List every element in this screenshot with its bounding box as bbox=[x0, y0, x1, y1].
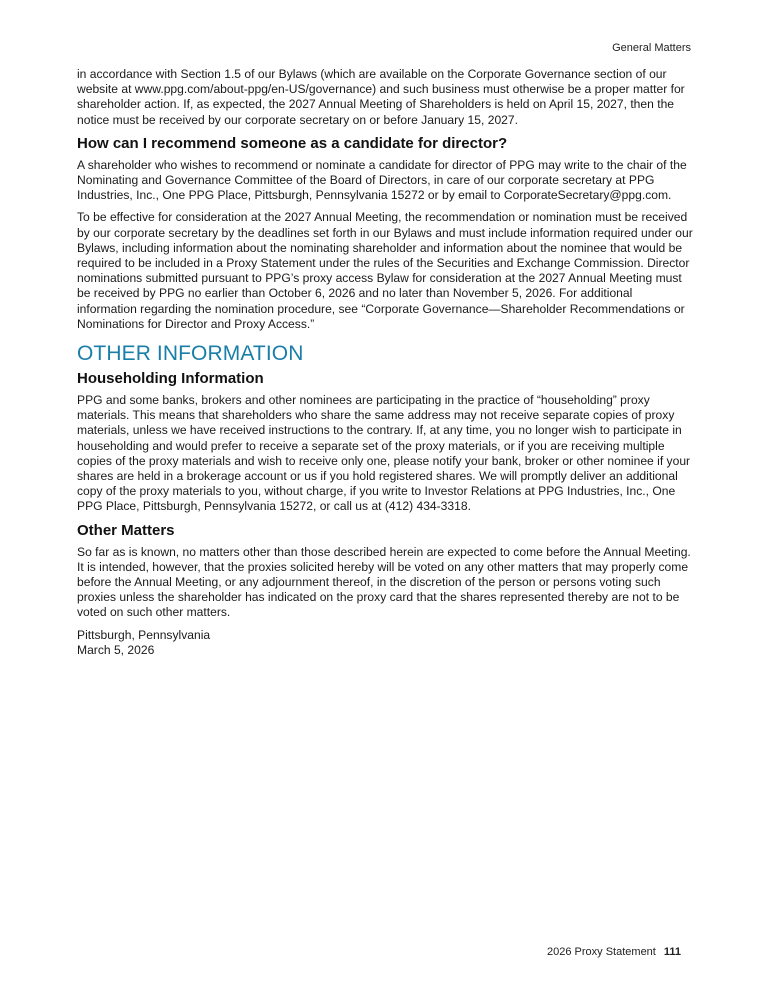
section-title-other-information: OTHER INFORMATION bbox=[77, 342, 304, 366]
running-header: General Matters bbox=[612, 42, 691, 54]
householding-heading: Householding Information bbox=[77, 370, 264, 388]
recommend-paragraph-1: A shareholder who wishes to recommend or nominate a candidate for director of PPG may write to the chair of the Nominating and Governance Committee of the Board of Directors, in care of our corporate secretary at PPG Industries, Inc., One PPG Place, Pittsburgh, Pennsylvania 15272 or by email to CorporateSecretary@ppg.com. bbox=[77, 157, 687, 203]
signature-block bbox=[77, 628, 695, 658]
signature-date: March 5, 2026 bbox=[77, 642, 155, 657]
page-content bbox=[77, 67, 695, 658]
footer-document-title: 2026 Proxy Statement bbox=[547, 946, 656, 958]
intro-paragraph: in accordance with Section 1.5 of our Bylaws (which are available on the Corporate Governance section of our website at www.ppg.com/about-ppg/en-US/governance) and such business must otherwise be a proper matter for shareholder action. If, as expected, the 2027 Annual Meeting of Shareholders is held on April 15, 2027, then the notice must be received by our corporate secretary on or before January 15, 2027. bbox=[77, 67, 685, 127]
recommend-heading: How can I recommend someone as a candidate for director? bbox=[77, 134, 508, 152]
signature-location: Pittsburgh, Pennsylvania bbox=[77, 627, 211, 642]
recommend-paragraph-2: To be effective for consideration at the 2027 Annual Meeting, the recommendation or nomination must be received by our corporate secretary by the deadlines set forth in our Bylaws and must include information required under our Bylaws, including information about the nominating shareholder and information about the nominee that would be required to be included in a Proxy Statement under the rules of the Securities and Exchange Commission. Director nominations submitted pursuant to PPG’s proxy access Bylaw for consideration at the 2027 Annual Meeting must be received by PPG no earlier than October 6, 2026 and no later than November 5, 2026. For additional information regarding the nomination procedure, see “Corporate Governance—Shareholder Recommendations or Nominations for Director and Proxy Access.” bbox=[77, 210, 693, 331]
other-matters-paragraph: So far as is known, no matters other than those described herein are expected to come before the Annual Meeting. It is intended, however, that the proxies solicited hereby will be voted on any other matters that may properly come before the Annual Meeting, or any adjournment thereof, in the discretion of the person or persons voting such proxies unless the shareholder has indicated on the proxy card that the shares represented thereby are not to be voted on such other matters. bbox=[77, 544, 691, 620]
page-footer bbox=[547, 946, 681, 958]
page-number: 111 bbox=[663, 946, 681, 958]
other-matters-heading: Other Matters bbox=[77, 521, 175, 539]
householding-paragraph: PPG and some banks, brokers and other nominees are participating in the practice of “householding” proxy materials. This means that shareholders who share the same address may not receive separate copies of proxy materials, unless we have received instructions to the contrary. If, at any time, you no longer wish to participate in householding and would prefer to receive a separate set of the proxy materials, or if you are receiving multiple copies of the proxy materials and wish to receive only one, please notify your bank, broker or other nominee if your shares are held in a brokerage account or us if you hold registered shares. We will promptly deliver an additional copy of the proxy materials to you, without charge, if you write to Investor Relations at PPG Industries, Inc., One PPG Place, Pittsburgh, Pennsylvania 15272, or call us at (412) 434-3318. bbox=[77, 393, 691, 514]
